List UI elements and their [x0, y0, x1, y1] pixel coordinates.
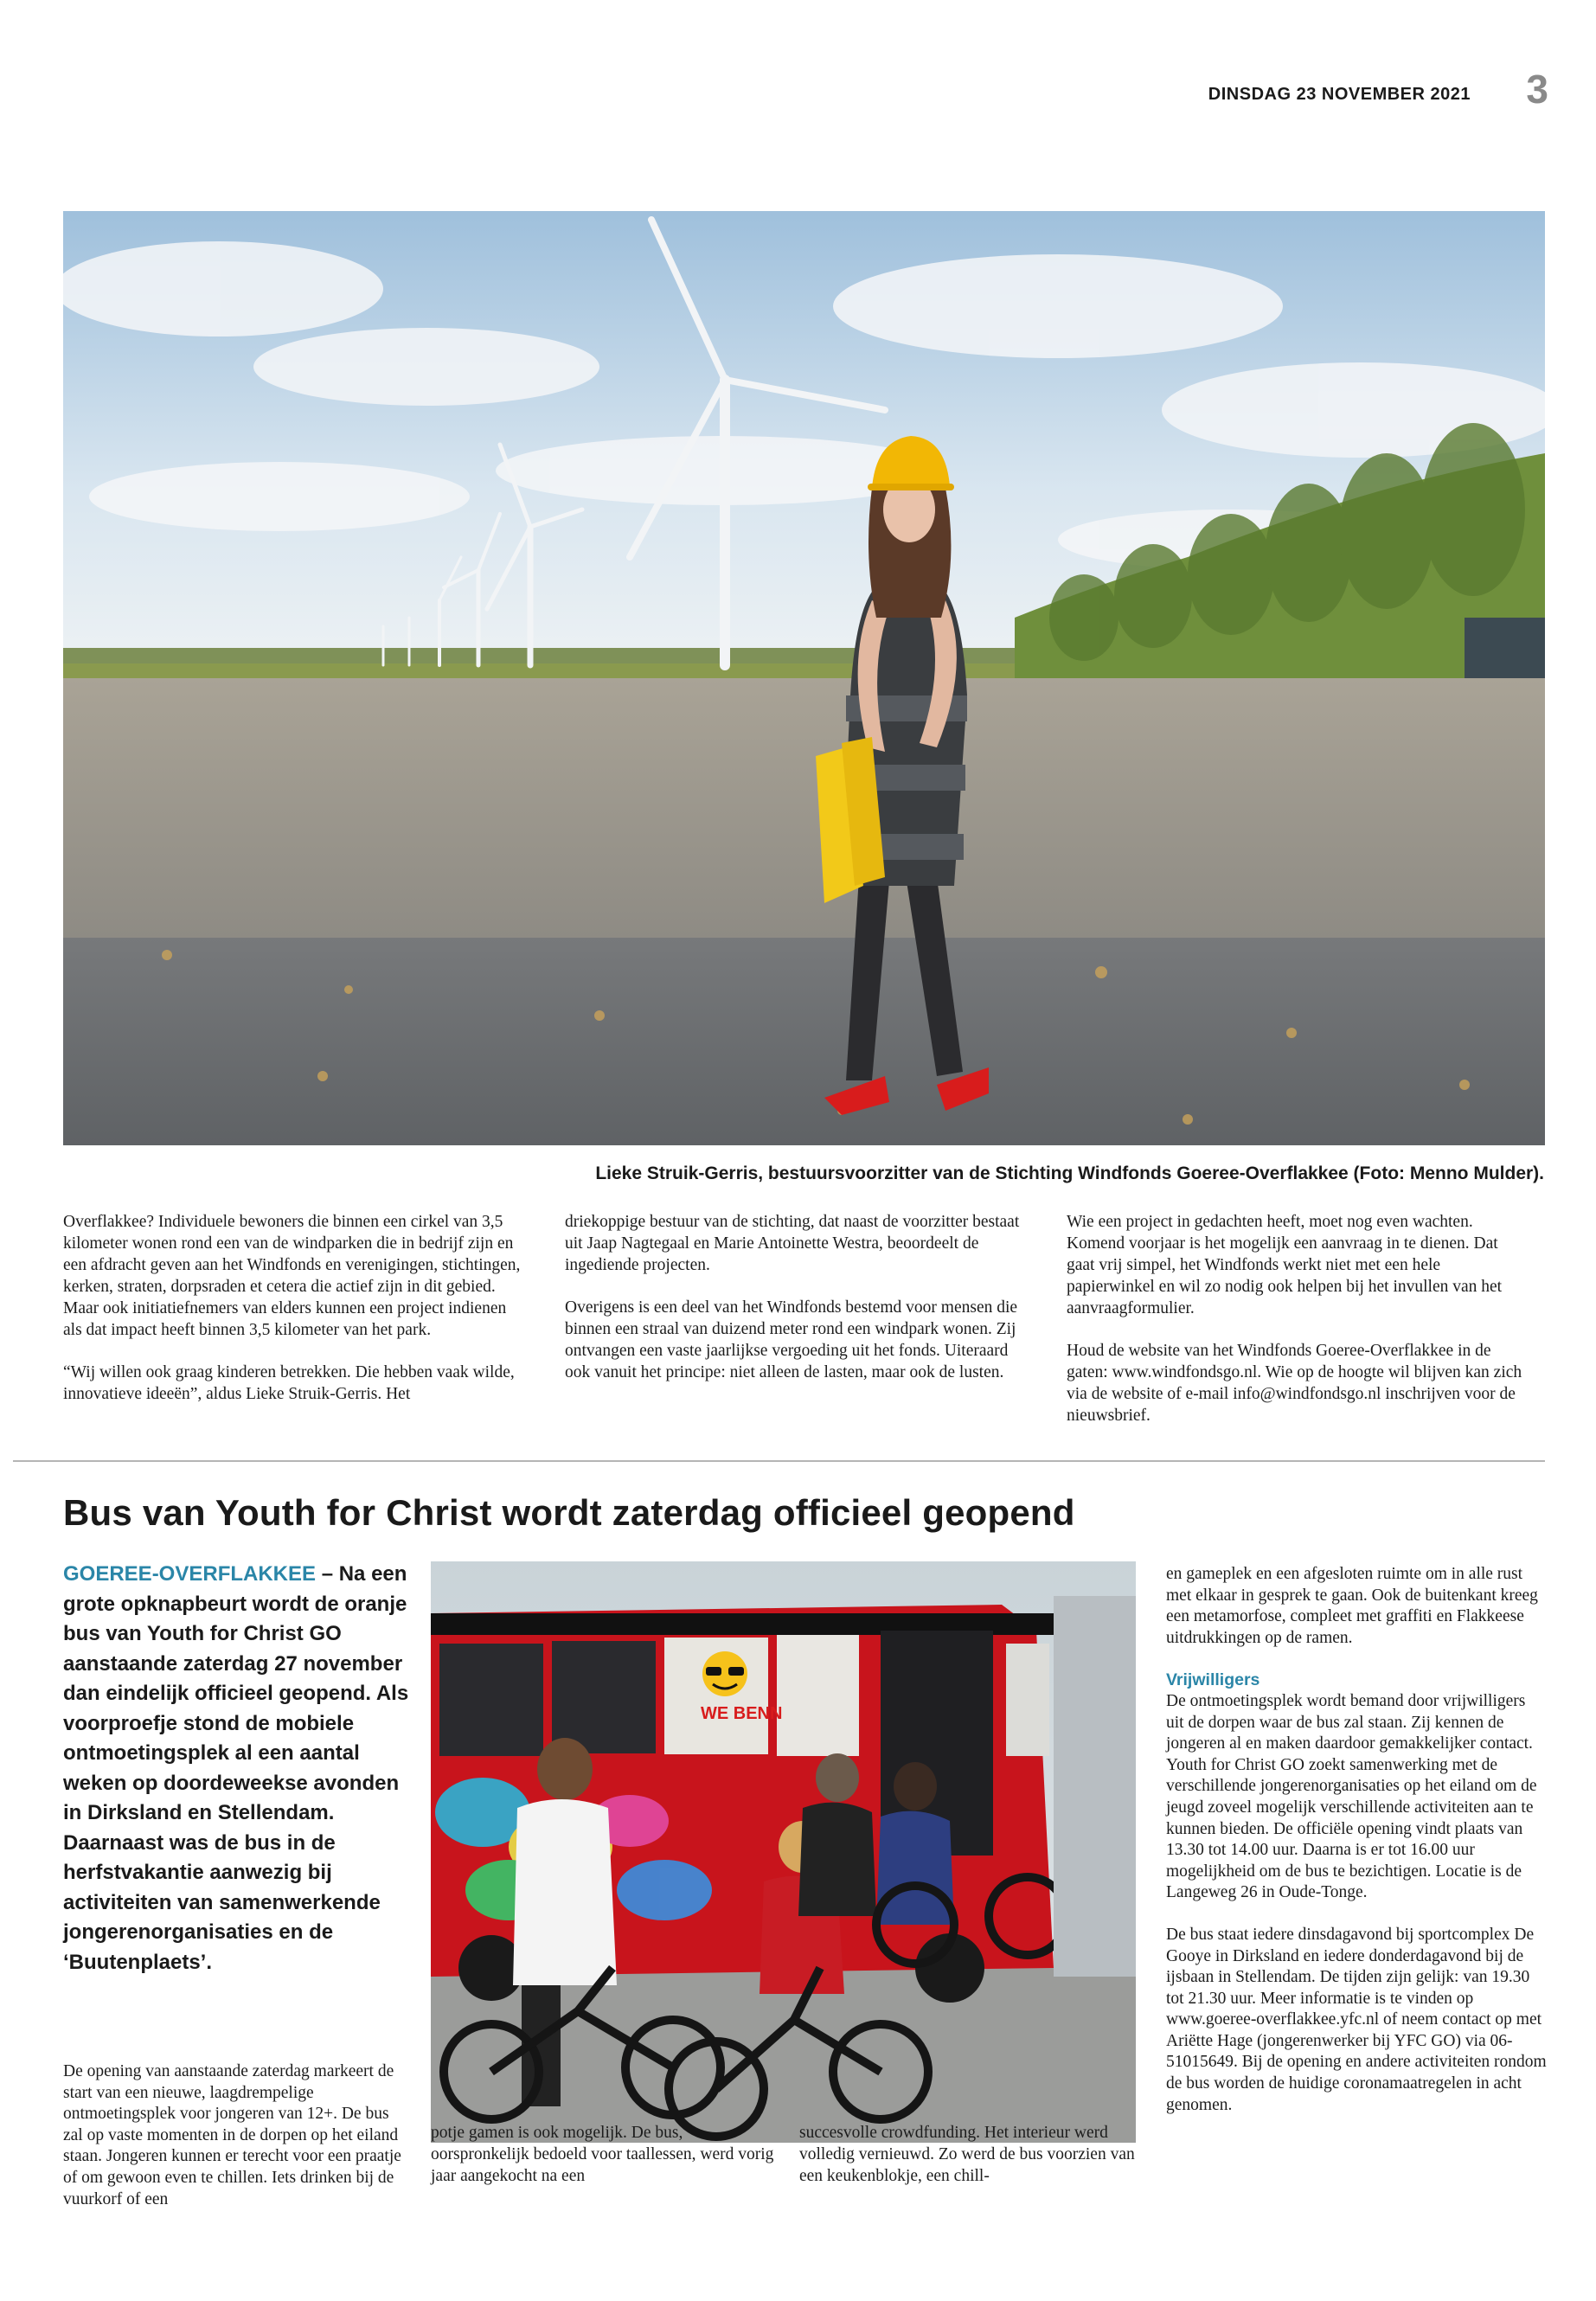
subheading: Vrijwilligers	[1166, 1670, 1260, 1690]
lead-text: Na een grote opknapbeurt wordt de oranje bus van Youth for Christ GO aanstaande zaterdag 27 november dan eindelijk officieel geopend. Als voorproefje stond de mobiele ontmoetingsplek al een aantal weken op doordeweekse avonden in Dirksland en Stellendam. Daarnaast was de bus in de herfstvakantie aanwezig bij activiteiten van samenwerkende jongerenorganisaties en de ‘Buutenplaets’.	[63, 1562, 409, 1974]
paragraph: Houd de website van het Windfonds Goeree-Overflakkee in de gaten: www.windfondsgo.nl. Wie op de hoogte wil blijven kan zich via de website of e-mail info@windfondsgo.nl inschrijven voor de nieuwsbrief.	[1067, 1342, 1522, 1425]
hero-photo	[63, 211, 1545, 1145]
section-divider	[13, 1460, 1545, 1462]
header-date: DINSDAG 23 NOVEMBER 2021	[1208, 85, 1471, 104]
dateline-dash: –	[316, 1562, 334, 1586]
paragraph: en gameplek en een afgesloten ruimte om in alle rust met elkaar in gesprek te gaan. Ook de buitenkant kreeg een metamorfose, compleet met graffiti en Flakkeese uitdrukkingen op de ramen.	[1166, 1565, 1538, 1647]
article-body-column-4	[1166, 1564, 1547, 2137]
paragraph: Overigens is een deel van het Windfonds bestemd voor mensen die binnen een straal van duizend meter rond een windpark wonen. Zij ontvangen een vaste jaarlijkse vergoeding uit het fonds. Uiteraard ook vanuit het principe: niet alleen de lasten, maar ook de lusten.	[565, 1298, 1018, 1381]
bus-photo	[431, 1561, 1136, 2143]
article-column-3	[1067, 1211, 1525, 1447]
article-column-2	[565, 1211, 1023, 1404]
article-headline: Bus van Youth for Christ wordt zaterdag officieel geopend	[63, 1492, 1075, 1533]
paragraph: Wie een project in gedachten heeft, moet nog even wachten. Komend voorjaar is het mogelijk een aanvraag in te dienen. Dat gaat vrij simpel, het Windfonds werkt niet met een hele papierwinkel en wil zo nodig ook helpen bij het invullen van het aanvraagformulier.	[1067, 1213, 1503, 1317]
paragraph: Overflakkee? Individuele bewoners die binnen een cirkel van 3,5 kilometer wonen rond een van de windparken die in bedrijf zijn en een afdracht geven aan het Windfonds en verenigingen, stichtingen, kerken, straten, dorpsraden et cetera die actief zijn in dit gebied. Maar ook initiatiefnemers van elders kunnen een project indienen als dat impact heeft binnen 3,5 kilometer van het park.	[63, 1213, 521, 1339]
article-lead	[63, 1560, 409, 1977]
page-number: 3	[1526, 67, 1548, 112]
paragraph: “Wij willen ook graag kinderen betrekken. Die hebben vaak wilde, innovatieve ideeën”, aldus Lieke Struik-Gerris. Het	[63, 1363, 515, 1403]
article-body-column-2: potje gamen is ook mogelijk. De bus, oorspronkelijk bedoeld voor taallessen, werd vorig jaar aangekocht na een	[431, 2124, 774, 2185]
article-body-column-3: succesvolle crowdfunding. Het interieur werd volledig vernieuwd. Zo werd de bus voorzien van een keukenblokje, een chill-	[799, 2124, 1135, 2185]
photo-caption: Lieke Struik-Gerris, bestuursvoorzitter van de Stichting Windfonds Goeree-Overflakkee (Foto: Menno Mulder).	[595, 1163, 1544, 1183]
article-column-1	[63, 1211, 522, 1426]
article-body-column-1: De opening van aanstaande zaterdag markeert de start van een nieuwe, laagdrempelige ontmoetingsplek voor jongeren van 12+. De bus zal op vaste momenten in de dorpen op het eiland staan. Jongeren kunnen er terecht voor een praatje of om gewoon even te chillen. Iets drinken bij de vuurkorf of een	[63, 2062, 401, 2208]
paragraph: driekoppige bestuur van de stichting, dat naast de voorzitter bestaat uit Jaap Nagtegaal en Marie Antoinette Westra, beoordeelt de ingediende projecten.	[565, 1213, 1020, 1274]
paragraph: De bus staat iedere dinsdagavond bij sportcomplex De Gooye in Dirksland en iedere donderdagavond bij de ijsbaan in Stellendam. De tijden zijn gelijk: van 19.30 tot 21.30 uur. Meer informatie is te vinden op www.goeree-overflakkee.yfc.nl of neem contact op met Ariëtte Hage (jongerenwerker bij YFC GO) via 06-51015649. Bij de opening en andere activiteiten rondom de bus worden de huidige coronamaatregelen in acht genomen.	[1166, 1925, 1547, 2114]
dateline-location: GOEREE-OVERFLAKKEE	[63, 1562, 317, 1586]
bus-window-text: WE BENN	[701, 1704, 783, 1723]
paragraph: De ontmoetingsplek wordt bemand door vrijwilligers uit de dorpen waar de bus zal staan. Zij kennen de jongeren al en maken daardoor gemakkelijker contact. Youth for Christ GO zoekt samenwerking met de verschillende jongerenorganisaties op het eiland om de jeugd zoveel mogelijk verschillende activiteiten aan te kunnen bieden. De officiële opening vindt plaats van 13.30 tot 14.00 uur. Daarna is er tot 16.00 uur mogelijkheid om de bus te bezichtigen. Locatie is de Langeweg 26 in Oude-Tonge.	[1166, 1691, 1537, 1902]
